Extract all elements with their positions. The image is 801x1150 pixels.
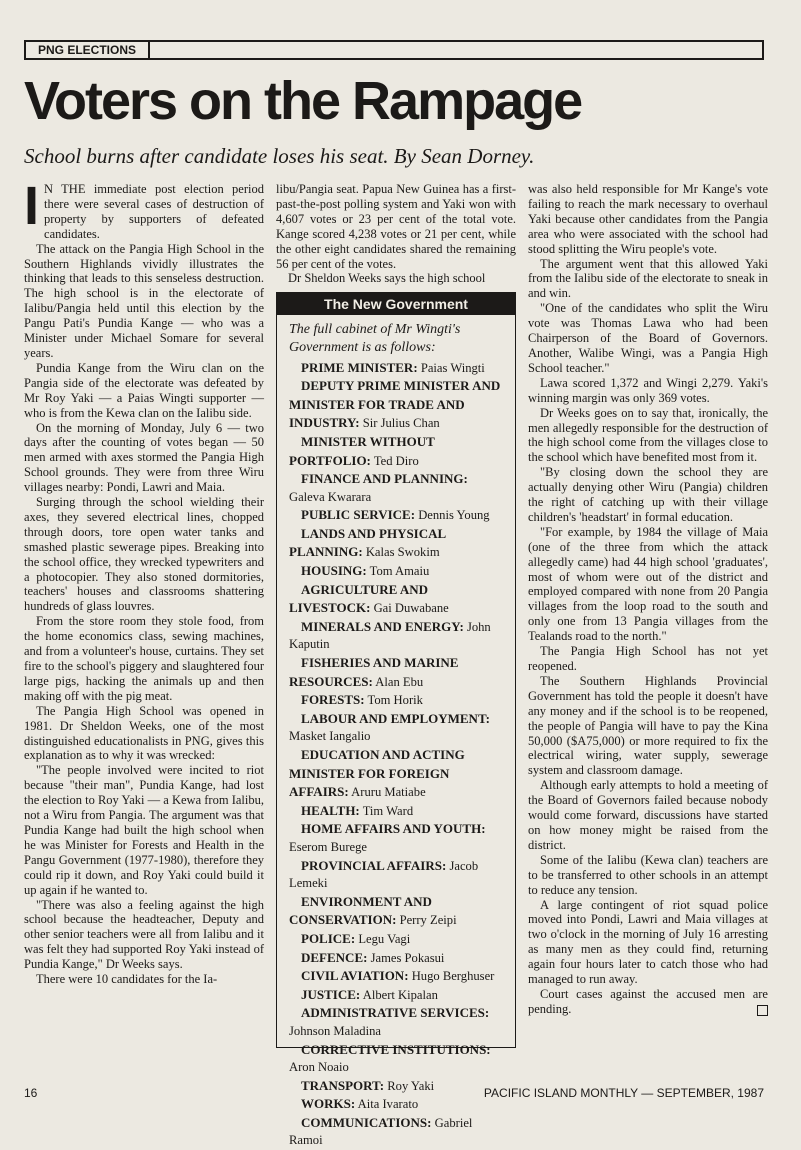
page-number: 16 (24, 1086, 38, 1100)
sidebar-intro: The full cabinet of Mr Wingti's Government is as follows: (289, 322, 461, 355)
minister-name: Albert Kipalan (362, 987, 438, 1002)
section-bar (24, 40, 764, 60)
minister-role: PRIME MINISTER: (301, 359, 418, 375)
article-column-1 (24, 176, 264, 1080)
paragraph: Pundia Kange from the Wiru clan on the Pangia side of the electorate was defeated by Mr Roy Yaki — a Paias Wingti supporter — who is from the Kewa clan on the Ialibu side. (24, 360, 264, 420)
minister-name: James Pokasui (370, 950, 445, 965)
paragraph: The Southern Highlands Provincial Government has told the people it doesn't have any money and if the school is to be reopened, the people of Pangia will have to pay the Kina 50,000 ($A75,000) or more required to fix the electrical wiring, water supply, sewerage system and classroom damage. (528, 673, 768, 778)
paragraph: "The people involved were incited to riot because "their man", Pundia Kange, had lost the election to Roy Yaki — a Kewa from Ialibu, not a Wiru from Pangia. The argument was that Pundia Kange had built the high school when he was Minister for Forests and Health in the Pangu Government (1977-1980), therefore they could rip it down, and Roy Yaki could build it up again if he wanted to. (24, 763, 264, 897)
minister-name: Eserom Burege (289, 839, 367, 854)
minister-role: DEPUTY PRIME MINISTER AND MINISTER FOR TRADE AND INDUSTRY: (289, 378, 501, 431)
minister-entry (289, 470, 505, 506)
minister-role: POLICE: (301, 930, 356, 946)
sidebar-title: The New Government (277, 293, 515, 315)
minister-role: COMMUNICATIONS: (301, 1114, 432, 1130)
minister-entry (289, 691, 505, 710)
paragraph: Some of the Ialibu (Kewa clan) teachers are to be transferred to other schools in an attempt to reduce any tension. (528, 852, 768, 897)
minister-entry (289, 359, 505, 378)
minister-name: Dennis Young (418, 508, 490, 523)
minister-list (289, 359, 505, 1150)
sidebar-body (277, 315, 515, 1150)
minister-entry (289, 710, 505, 746)
minister-role: FINANCE AND PLANNING: (301, 471, 468, 487)
publication-line: PACIFIC ISLAND MONTHLY — SEPTEMBER, 1987 (483, 1086, 764, 1100)
minister-role: WORKS: (301, 1096, 356, 1112)
page-footer (24, 1086, 764, 1106)
minister-entry (289, 820, 505, 856)
minister-name: Aron Noaio (289, 1060, 349, 1075)
paragraph-text: N THE immediate post election period there were several cases of destruction of property by supporters of defeated candidates. (44, 182, 264, 241)
minister-entry (289, 1041, 505, 1077)
paragraph: libu/Pangia seat. Papua New Guinea has a first-past-the-post polling system and Yaki won with 4,607 votes or 23 per cent of the total vote. Kange scored 4,238 votes or 21 per cent, while the other eight candidates shared the remaining 56 per cent of the votes. (276, 182, 516, 271)
minister-name: John Kaputin (289, 619, 491, 652)
minister-name: Paias Wingti (420, 360, 485, 375)
paragraph: There were 10 candidates for the Ia- (36, 972, 218, 987)
minister-entry (289, 893, 505, 930)
section-label: PNG ELECTIONS (26, 42, 150, 58)
minister-role: FISHERIES AND MARINE RESOURCES: (289, 655, 459, 689)
minister-name: Tom Amaiu (369, 564, 430, 579)
minister-entry (289, 525, 505, 562)
minister-name: Alan Ebu (375, 674, 424, 689)
minister-entry (289, 802, 505, 821)
minister-role: LANDS AND PHYSICAL PLANNING: (289, 525, 446, 560)
minister-entry (289, 949, 505, 968)
minister-role: LABOUR AND EMPLOYMENT: (301, 710, 490, 726)
paragraph: "By closing down the school they are actually denying other Wiru (Pangia) children the right of catching up with their village children's 'headstart' in formal education. (528, 465, 768, 524)
minister-entry (289, 506, 505, 525)
minister-entry (289, 377, 505, 433)
minister-name: Legu Vagi (358, 931, 411, 946)
paragraph: "There was also a feeling against the high school because the headteacher, Deputy and other senior teachers were all from Ialibu and it was felt they had supported Roy Yaki instead of Pundia Kange," Dr Weeks says. (24, 897, 264, 972)
minister-entry (289, 581, 505, 618)
minister-role: AGRICULTURE AND LIVESTOCK: (289, 581, 429, 616)
minister-entry (289, 618, 505, 654)
minister-entry (289, 930, 505, 949)
minister-name: Sir Julius Chan (362, 416, 440, 431)
cabinet-sidebar-box (276, 292, 516, 1148)
minister-role: PROVINCIAL AFFAIRS: (301, 857, 447, 873)
minister-role: HOME AFFAIRS AND YOUTH: (301, 821, 486, 837)
final-paragraph (528, 987, 768, 1017)
minister-entry (289, 1114, 505, 1150)
minister-name: Jacob Lemeki (289, 858, 479, 891)
paragraph: The Pangia High School was opened in 1981. Dr Sheldon Weeks, one of the most distinguished educationalists in PNG, gives this explanation as to why it was wrecked: (24, 703, 264, 763)
minister-entry (289, 1004, 505, 1040)
minister-role: MINERALS AND ENERGY: (301, 618, 464, 634)
paragraph: Although early attempts to hold a meeting of the Board of Governors failed because nobody would come forward, discussions have started on how money might be raised from the district. (528, 778, 768, 852)
minister-entry (289, 746, 505, 802)
paragraph: Dr Weeks goes on to say that, ironically, the men allegedly responsible for the destruction of the high school come from the villages close to the school which have benefited most from it. (528, 405, 768, 465)
paragraph-text: Court cases against the accused men are pending. (528, 986, 768, 1016)
minister-entry (289, 857, 505, 893)
minister-name: Kalas Swokim (365, 545, 440, 560)
minister-role: HOUSING: (301, 563, 367, 579)
minister-role: ENVIRONMENT AND CONSERVATION: (289, 893, 432, 928)
article-column-3 (528, 182, 768, 1080)
minister-name: Johnson Maladina (289, 1023, 381, 1038)
minister-role: HEALTH: (301, 802, 360, 818)
minister-entry (289, 654, 505, 691)
paragraph: From the store room they stole food, from the home economics class, sewing machines, and from a volunteer's house, curtains. They set fire to the school's piggery and slaughtered four large pigs, hacking the animals up and then making off with the pig meat. (24, 614, 264, 703)
paragraph: was also held responsible for Mr Kange's vote failing to reach the mark necessary to overhaul Yaki because other candidates from the Pangia area who were associated with the school had stood splitting the Wiru people's vote. (528, 182, 768, 256)
minister-role: TRANSPORT: (301, 1077, 385, 1093)
minister-role: DEFENCE: (301, 949, 368, 965)
minister-name: Roy Yaki (387, 1078, 435, 1093)
subhead-byline: School burns after candidate loses his seat. By Sean Dorney. (24, 144, 535, 168)
minister-name: Masket Iangalio (289, 729, 371, 744)
minister-name: Aruru Matiabe (351, 785, 426, 800)
minister-entry (289, 562, 505, 581)
minister-name: Gabriel Ramoi (289, 1115, 473, 1148)
minister-role: EDUCATION AND ACTING MINISTER FOR FOREIGN AFFAIRS: (289, 747, 465, 800)
paragraph: Surging through the school wielding their axes, they severed electrical lines, chopped through doors, tore open water tanks and smashed plastic sewerage pipes. Breaking into the school office, they wrecked typewriters and a photocopier. They also stoned dormitories, teachers' houses and classrooms shattering hundreds of glass louvres. (24, 495, 264, 614)
paragraph: "One of the candidates who split the Wiru vote was Thomas Lawa who had been Chairperson of the Board of Governors. Another, Walibe Wingi, was a Pangia High School teacher." (528, 301, 768, 375)
minister-role: MINISTER WITHOUT PORTFOLIO: (289, 433, 435, 468)
paragraph: A large contingent of riot squad police moved into Pondi, Lawri and Maia villages at two o'clock in the morning of July 16 arresting as many men as they could find, returning again four hours later to catch those who had managed to run away. (528, 897, 768, 987)
minister-name: Ted Diro (373, 453, 419, 468)
lead-paragraph (24, 176, 264, 242)
minister-role: FORESTS: (301, 692, 365, 708)
paragraph: Dr Sheldon Weeks says the high school (288, 271, 486, 286)
minister-entry (289, 986, 505, 1005)
headline: Voters on the Rampage (24, 71, 582, 131)
article-column-2 (276, 182, 516, 1148)
minister-entry (289, 967, 505, 986)
minister-name: Tom Horik (367, 693, 423, 708)
minister-name: Gai Duwabane (373, 601, 449, 616)
paragraph: Lawa scored 1,372 and Wingi 2,279. Yaki's winning margin was only 369 votes. (528, 375, 768, 405)
minister-name: Galeva Kwarara (289, 489, 372, 504)
paragraph: The argument went that this allowed Yaki from the Ialibu side of the electorate to sneak in and win. (528, 256, 768, 301)
paragraph: The Pangia High School has not yet reopened. (528, 644, 768, 673)
minister-name: Tim Ward (362, 803, 414, 818)
minister-role: CORRECTIVE INSTITUTIONS: (301, 1041, 491, 1057)
minister-name: Hugo Berghuser (411, 969, 495, 984)
drop-cap: I (24, 176, 40, 236)
paragraph: The attack on the Pangia High School in the Southern Highlands vividly illustrates the thinking that leads to this senseless destruction. The high school is in the electorate of Ialibu/Pangia held until this election by the Pangu Pati's Pundia Kange — who was a Minister under Michael Somare for several years. (24, 241, 264, 360)
minister-name: Aita Ivarato (357, 1097, 419, 1112)
minister-role: CIVIL AVIATION: (301, 968, 409, 984)
minister-role: JUSTICE: (301, 986, 361, 1002)
paragraph: "For example, by 1984 the village of Maia (one of the three from which the attack allegedly came) had 44 high school 'graduates', most of whom were out of the district and employed compared with none from 20 Pangia villages from the loop road to the south and only one from 13 Pangia villages from the Tealands road to the north." (528, 524, 768, 644)
end-of-article-mark (757, 1005, 768, 1016)
paragraph: On the morning of Monday, July 6 — two days after the counting of votes began — 50 men armed with axes stormed the Pangia High School grounds. They were from three Wiru villages nearby: Pondi, Lawri and Maia. (24, 420, 264, 495)
minister-entry (289, 433, 505, 470)
minister-role: ADMINISTRATIVE SERVICES: (301, 1005, 490, 1021)
minister-role: PUBLIC SERVICE: (301, 507, 416, 523)
minister-name: Perry Zeipi (399, 913, 457, 928)
